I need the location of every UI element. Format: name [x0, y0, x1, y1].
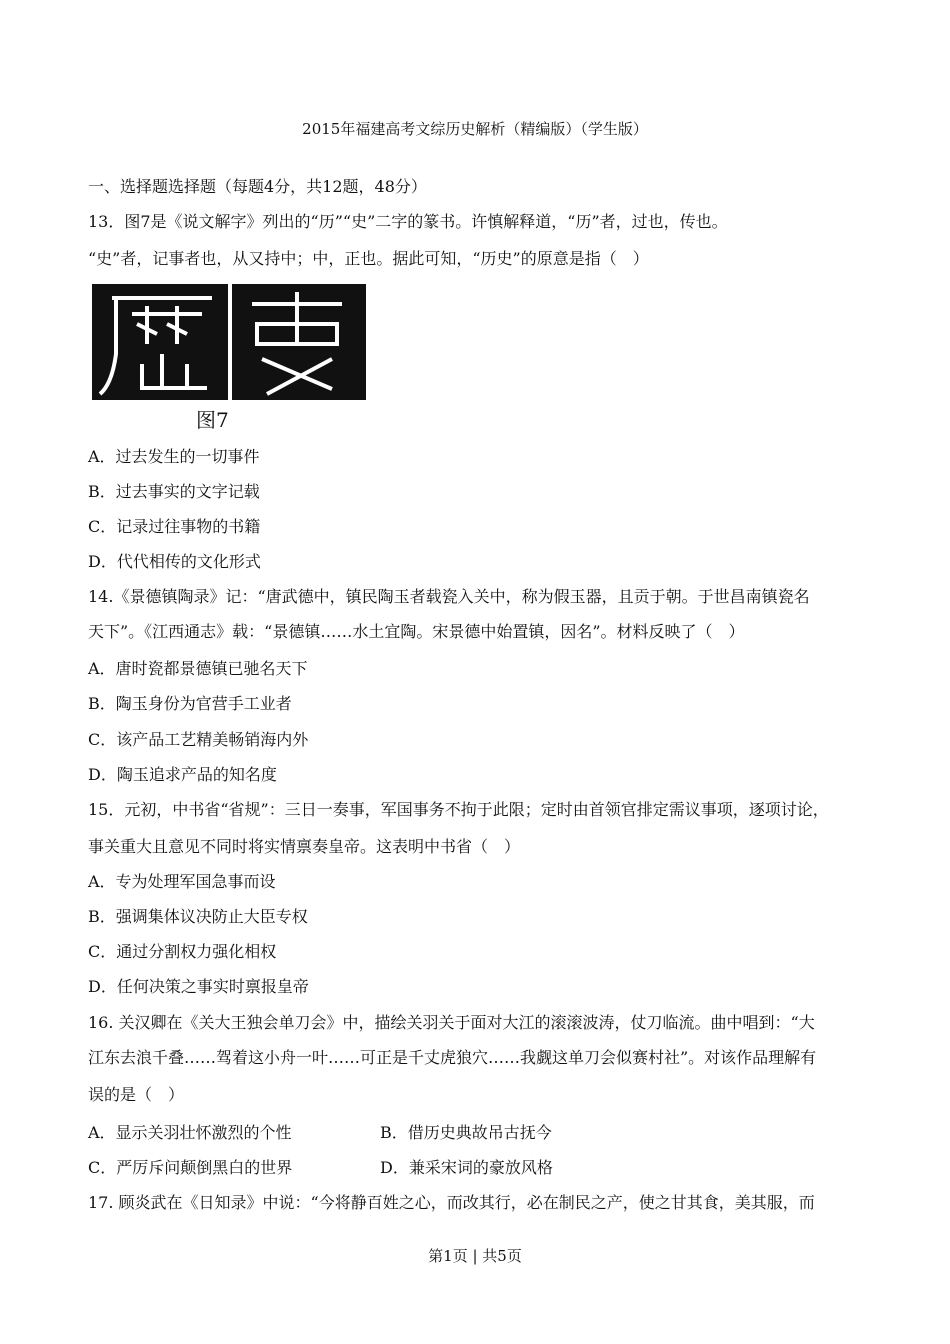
option-c: C．该产品工艺精美畅销海内外: [88, 730, 309, 749]
question-16-text: 误的是（ ）: [88, 1085, 185, 1104]
question-13-text: “史”者，记事者也，从又持中；中，正也。据此可知，“历史”的原意是指（ ）: [88, 249, 649, 268]
seal-script-figure: [92, 284, 368, 402]
option-c: C．通过分割权力强化相权: [88, 942, 277, 961]
option-b: B．陶玉身份为官营手工业者: [88, 694, 292, 713]
option-a: A．过去发生的一切事件: [88, 447, 260, 466]
page-footer: 第1页 | 共5页: [428, 1247, 522, 1265]
question-16-text: 16. 关汉卿在《关大王独会单刀会》中，描绘关羽关于面对大江的滚滚波涛，仗刀临流。曲中唱到：“大: [88, 1013, 815, 1032]
question-17-text: 17. 顾炎武在《日知录》中说：“今将静百姓之心，而改其行，必在制民之产，使之甘其食，美其服，而: [88, 1193, 815, 1212]
option-d: D．代代相传的文化形式: [88, 552, 261, 571]
question-15-text: 15．元初，中书省“省规”：三日一奏事，军国事务不拘于此限；定时由首领官排定需议事项，逐项讨论，: [88, 800, 829, 819]
option-d: D．陶玉追求产品的知名度: [88, 765, 277, 784]
option-b: B．过去事实的文字记载: [88, 482, 260, 501]
option-d: D．任何决策之事实时禀报皇帝: [88, 977, 309, 996]
figure-caption: 图7: [196, 408, 229, 432]
question-15-text: 事关重大且意见不同时将实情禀奏皇帝。这表明中书省（ ）: [88, 837, 521, 856]
question-14-text: 14.《景德镇陶录》记：“唐武德中，镇民陶玉者载瓷入关中，称为假玉器，且贡于朝。于世昌南镇瓷名: [88, 587, 810, 606]
option-b: B．借历史典故吊古抚今: [380, 1123, 552, 1142]
option-c: C．记录过往事物的书籍: [88, 517, 261, 536]
question-13-text: 13．图7是《说文解字》列出的“历”“史”二字的篆书。许慎解释道，“历”者，过也，传也。: [88, 212, 728, 231]
question-16-text: 江东去浪千叠……驾着这小舟一叶……可正是千丈虎狼穴……我觑这单刀会似赛村社”。对该作品理解有: [88, 1048, 817, 1067]
section-heading: 一、选择题选择题（每题4分，共12题，48分）: [88, 177, 427, 196]
document-title: 2015年福建高考文综历史解析（精编版）（学生版）: [302, 120, 648, 138]
question-14-text: 天下”。《江西通志》载：“景德镇……水土宜陶。宋景德中始置镇，因名”。材料反映了（ ）: [88, 622, 745, 641]
option-a: A．显示关羽壮怀激烈的个性: [88, 1123, 292, 1142]
option-d: D．兼采宋词的豪放风格: [380, 1158, 553, 1177]
option-a: A．专为处理军国急事而设: [88, 872, 276, 891]
option-c: C．严厉斥问颠倒黑白的世界: [88, 1158, 293, 1177]
option-b: B．强调集体议决防止大臣专权: [88, 907, 308, 926]
option-a: A．唐时瓷都景德镇已驰名天下: [88, 659, 308, 678]
